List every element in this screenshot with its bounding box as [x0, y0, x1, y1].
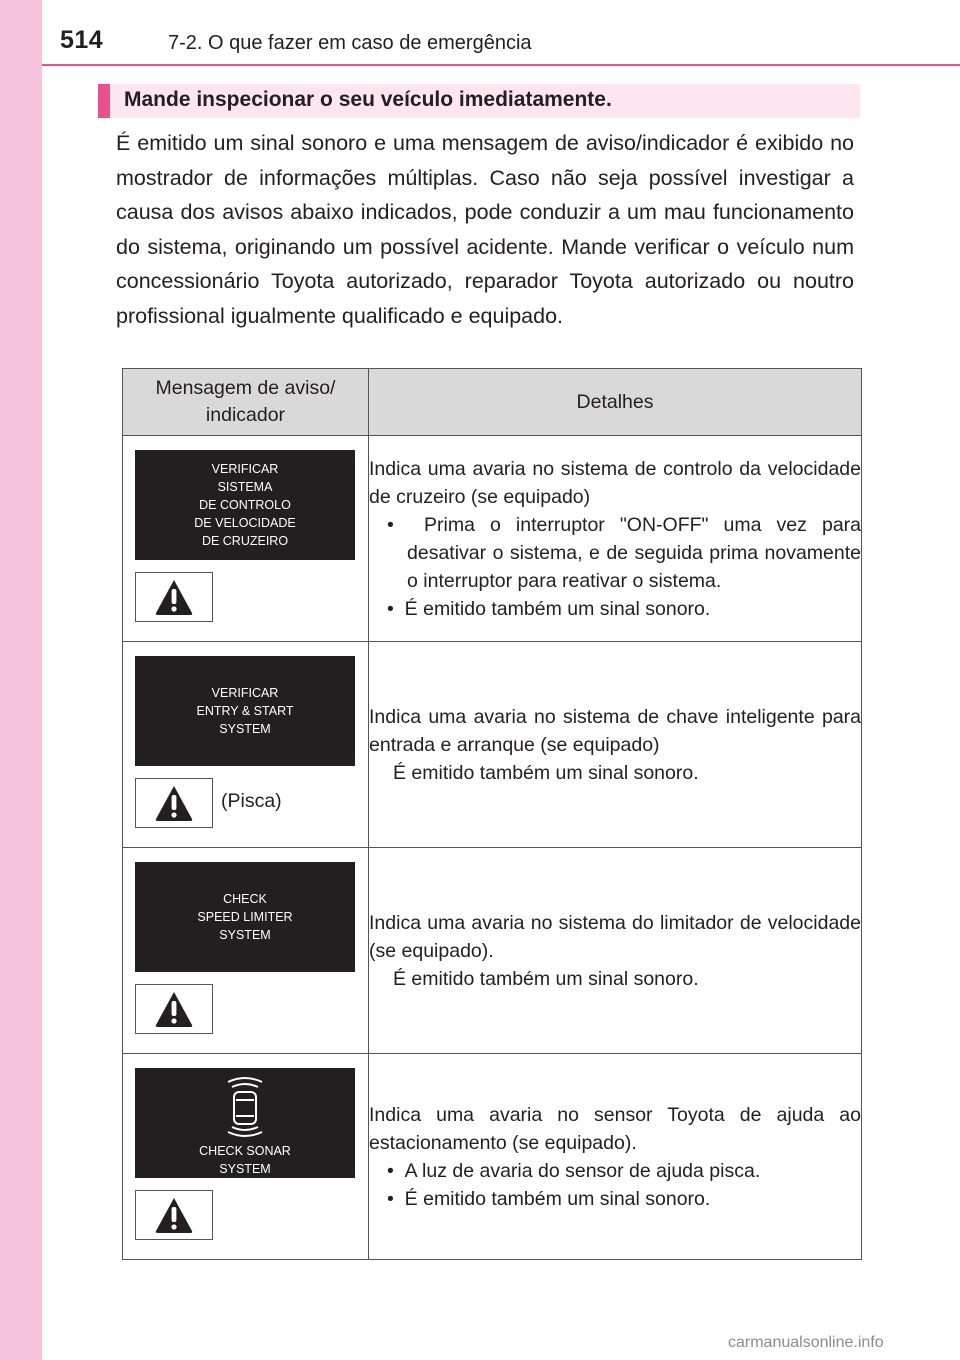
screen-text: DE CONTROLO: [199, 498, 291, 512]
page-number: 514: [60, 26, 104, 54]
screen-text: CHECK: [223, 892, 267, 906]
bullet-text: É emitido também um sinal sonoro.: [404, 1187, 711, 1210]
list-item: • A luz de avaria do sensor de ajuda pisca.: [387, 1159, 761, 1182]
car-sonar-icon: [210, 1072, 280, 1142]
screen-text: SISTEMA: [217, 480, 273, 494]
display-message-screen: [135, 656, 355, 766]
message-cell: [123, 436, 369, 642]
screen-text: CHECK SONAR: [199, 1144, 291, 1158]
table-header-row: [123, 369, 862, 436]
table-row: [123, 642, 862, 848]
display-message-screen: [135, 862, 355, 972]
display-message-screen: [135, 1068, 355, 1178]
details-subtext: É emitido também um sinal sonoro.: [393, 967, 699, 990]
screen-text: VERIFICAR: [211, 462, 279, 476]
intro-paragraph: É emitido um sinal sonoro e uma mensagem de aviso/indicador é exibido no mostrador de informações múltiplas. Caso não seja possível investigar a causa dos avisos abaixo indicados, pode conduzir a um mau funcionamento do sistema, originando um possível acidente. Mande verificar o veículo num concessionário Toyota autorizado, reparador Toyota autorizado ou noutro profissional igualmente qualificado e equipado.: [116, 131, 854, 328]
table-row: [123, 1054, 862, 1260]
screen-text: DE CRUZEIRO: [201, 534, 289, 548]
blink-note: (Pisca): [221, 790, 282, 812]
table-row: [123, 436, 862, 642]
message-cell: [123, 1054, 369, 1260]
screen-text: SYSTEM: [219, 1162, 271, 1176]
details-text: Indica uma avaria no sistema de controlo da velocidade de cruzeiro (se equipado): [369, 457, 861, 508]
warning-triangle-icon: [135, 984, 213, 1034]
warning-triangle-icon: [135, 778, 213, 828]
screen-text: VERIFICAR: [211, 686, 279, 700]
screen-text: DE VELOCIDADE: [194, 516, 296, 530]
column-header-message-line2: indicador: [205, 404, 286, 426]
details-text: Indica uma avaria no sistema do limitador de velocidade (se equipado).: [369, 911, 861, 962]
screen-text: SYSTEM: [219, 722, 271, 736]
bullet-text: É emitido também um sinal sonoro.: [404, 597, 711, 620]
column-header-message: [123, 369, 369, 436]
column-header-details: Detalhes: [369, 369, 862, 436]
watermark: carmanualsonline.info: [728, 1334, 884, 1351]
message-cell: [123, 848, 369, 1054]
display-message-screen: [135, 450, 355, 560]
list-item: • É emitido também um sinal sonoro.: [387, 1187, 711, 1210]
list-item: • É emitido também um sinal sonoro.: [387, 597, 711, 620]
chapter-heading: 7-2. O que fazer em caso de emergência: [168, 32, 532, 54]
warning-triangle-icon: [135, 572, 213, 622]
table-row: [123, 848, 862, 1054]
screen-text: SPEED LIMITER: [197, 910, 293, 924]
screen-text: ENTRY & START: [196, 704, 294, 718]
warning-triangle-icon: [135, 1190, 213, 1240]
section-heading-box: [98, 84, 860, 118]
list-item: • Prima o interruptor "ON-OFF" uma vez para desativar o sistema, e de seguida prima novamente o interruptor para reativar o sistema.: [387, 513, 862, 592]
column-header-message-line1: Mensagem de aviso/: [155, 377, 336, 399]
bullet-text: A luz de avaria do sensor de ajuda pisca.: [404, 1159, 761, 1182]
details-cell: [369, 848, 862, 1054]
page-sidebar-band: [0, 0, 42, 1360]
details-subtext: É emitido também um sinal sonoro.: [393, 761, 699, 784]
warning-table: [122, 368, 862, 1260]
section-title: Mande inspecionar o seu veículo imediatamente.: [124, 88, 612, 111]
details-text: Indica uma avaria no sensor Toyota de ajuda ao estacionamento (se equipado).: [369, 1103, 861, 1154]
header-divider: [42, 64, 960, 66]
details-cell: [369, 436, 862, 642]
details-text: Indica uma avaria no sistema de chave inteligente para entrada e arranque (se equipado): [369, 705, 861, 756]
message-cell: [123, 642, 369, 848]
bullet-text: Prima o interruptor "ON-OFF" uma vez para desativar o sistema, e de seguida prima novamente o interruptor para reativar o sistema.: [407, 513, 862, 592]
screen-text: SYSTEM: [219, 928, 271, 942]
details-cell: [369, 1054, 862, 1260]
details-cell: [369, 642, 862, 848]
